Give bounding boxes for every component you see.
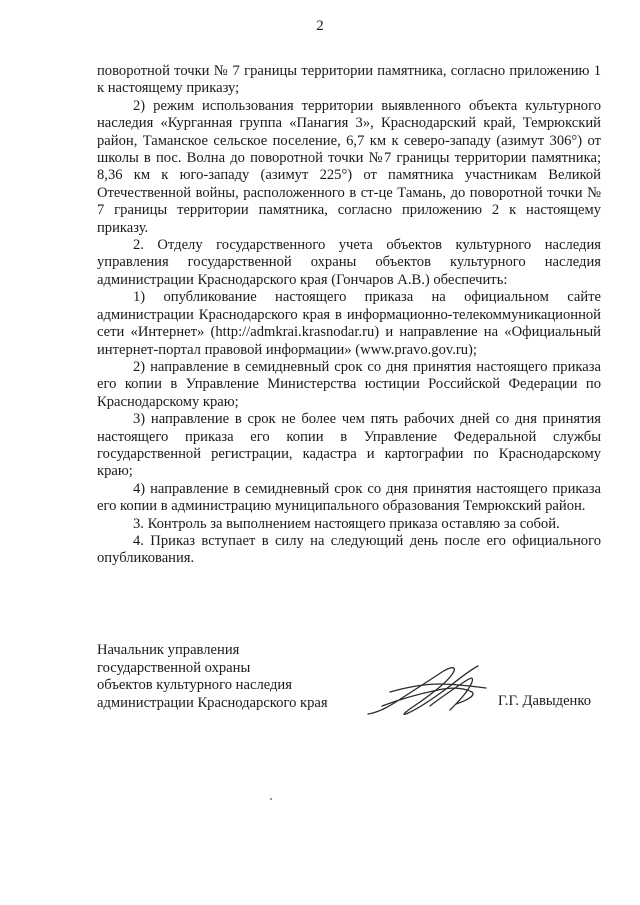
paragraph-point-4: 4. Приказ вступает в силу на следующий день после его официального опубликования. — [97, 532, 601, 567]
signer-title-line: государственной охраны — [97, 659, 251, 676]
page-number: 2 — [316, 18, 324, 34]
paragraph-subitem-2: 2) направление в семидневный срок со дня принятия настоящего приказа его копии в Управление Министерства юстиции Российской Федерации по Краснодарскому краю; — [97, 358, 601, 410]
paragraph-continuation: поворотной точки № 7 границы территории памятника, согласно приложению 1 к настоящему приказу; — [97, 63, 601, 97]
scan-speck — [270, 798, 272, 800]
signer-title-line: Начальник управления — [97, 642, 240, 658]
signer-name: Г.Г. Давыденко — [498, 693, 592, 709]
handwritten-signature — [360, 662, 495, 722]
paragraph-subitem-4: 4) направление в семидневный срок со дня принятия настоящего приказа его копии в администрацию муниципального образования Темрюкский район. — [97, 480, 601, 515]
paragraph-point-2: 2. Отделу государственного учета объектов культурного наследия управления государственной охраны объектов культурного наследия администрации Краснодарского края (Гончаров А.В.) обеспечить: — [97, 237, 601, 288]
paragraph-subitem-3: 3) направление в срок не более чем пять рабочих дней со дня принятия настоящего приказа его копии в Управление Федеральной службы государственной регистрации, кадастра и картографии по Краснодарскому краю; — [97, 411, 601, 480]
paragraph-regime-item-2: 2) режим использования территории выявленного объекта культурного наследия «Курганная группа «Панагия 3», Краснодарский край, Темрюкский район, Таманское сельское поселение, 6,7 км к северо-западу (азимут 306°) от школы в пос. Волна до поворотной точки №7 границы территории памятника; 8,36 км к юго-западу (азимут 225°) от памятника участникам Великой Отечественной войны, расположенного в ст-це Тамань, до поворотной точки № 7 границы территории памятника, согласно приложению 2 к настоящему приказу. — [97, 97, 601, 236]
signer-title-line: объектов культурного наследия — [97, 677, 292, 694]
signer-title-line: администрации Краснодарского края — [97, 694, 328, 711]
paragraph-point-3: 3. Контроль за выполнением настоящего приказа оставляю за собой. — [133, 515, 560, 532]
paragraph-subitem-1: 1) опубликование настоящего приказа на официальном сайте администрации Краснодарского края в информационно-телекоммуникационной сети «Интернет» (http://admkrai.krasnodar.ru) и направление на «Официальный интернет-портал правовой информации» (www.pravo.gov.ru); — [97, 289, 601, 358]
document-body — [97, 63, 601, 568]
